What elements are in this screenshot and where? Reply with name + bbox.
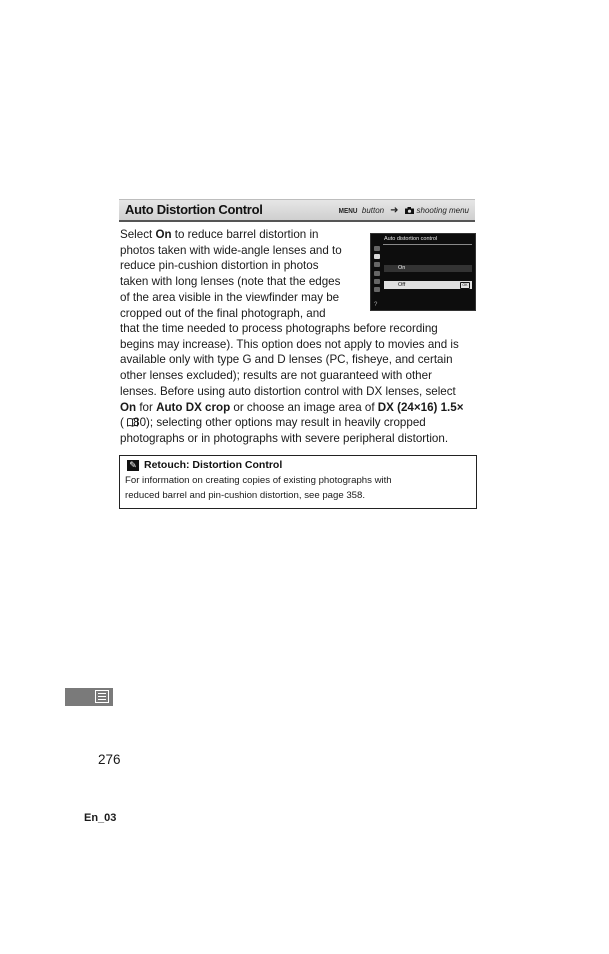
main-paragraph: [120, 321, 476, 447]
help-icon: ?: [374, 302, 378, 308]
note-line: reduced barrel and pin-cushion distortion, see page 358.: [125, 489, 366, 501]
section-title: Auto Distortion Control: [125, 202, 263, 217]
intro-paragraph: [120, 227, 360, 321]
page-number: 276: [98, 752, 121, 767]
chapter-tab: [65, 688, 113, 706]
lcd-title: Auto distortion control: [384, 236, 438, 242]
text-line: cropped out of the final photograph, and: [120, 306, 326, 320]
book-icon: [127, 418, 138, 427]
text-line: begins may increase). This option does not apply to movies and is: [120, 337, 459, 351]
note-box: [119, 455, 477, 509]
text-line: ( 80); selecting other options may result in heavily cropped: [120, 416, 426, 430]
text-line: On for Auto DX crop or choose an image area of DX (24×16) 1.5×: [120, 400, 464, 414]
ok-icon: OK: [460, 282, 470, 289]
menu-path: [337, 205, 469, 216]
note-heading: [127, 459, 282, 471]
section-header: [119, 199, 475, 222]
text-line: that the time needed to process photographs before recording: [120, 322, 438, 335]
text-line: taken with long lenses (note that the edges: [120, 275, 341, 289]
camera-icon: [405, 207, 414, 214]
text-line: available only with type G and D lenses (PC, fisheye, and certain: [120, 353, 453, 367]
lcd-option-off: Off OK: [384, 281, 472, 289]
menu-key-label: MENU: [338, 206, 358, 215]
text-line: reduce pin-cushion distortion in photos: [120, 259, 319, 273]
pencil-icon: ✎: [127, 460, 139, 471]
text-line: lenses. Before using auto distortion control with DX lenses, select: [120, 384, 456, 398]
text-line: photographs or in photographs with severe peripheral distortion.: [120, 431, 449, 445]
lcd-menu-tabs: [373, 246, 381, 308]
menu-name: shooting menu: [416, 206, 469, 215]
lcd-divider: [383, 244, 472, 245]
text-line: other lenses excluded); results are not guaranteed with other: [120, 369, 432, 383]
text-line: photos taken with wide-angle lenses and to: [120, 243, 342, 257]
menu-list-icon: [95, 690, 109, 703]
retouch-menu-icon: [374, 279, 380, 284]
text-line: Select On to reduce barrel distortion in: [120, 228, 319, 241]
setup-menu-icon: [374, 271, 380, 276]
custom-settings-icon: [374, 262, 380, 267]
camera-menu-screenshot: [370, 233, 476, 311]
note-title: Retouch: Distortion Control: [144, 459, 283, 471]
arrow-icon: ➜: [390, 205, 399, 216]
my-menu-icon: [374, 287, 380, 292]
note-line: For information on creating copies of existing photographs with: [125, 475, 392, 486]
footer-code: En_03: [84, 812, 117, 824]
note-body: [125, 474, 392, 503]
play-menu-icon: [374, 246, 380, 251]
button-word: button: [361, 206, 385, 215]
lcd-option-on: On: [384, 265, 472, 272]
text-line: of the area visible in the viewfinder may be: [120, 290, 340, 304]
shooting-menu-icon: [374, 254, 380, 259]
